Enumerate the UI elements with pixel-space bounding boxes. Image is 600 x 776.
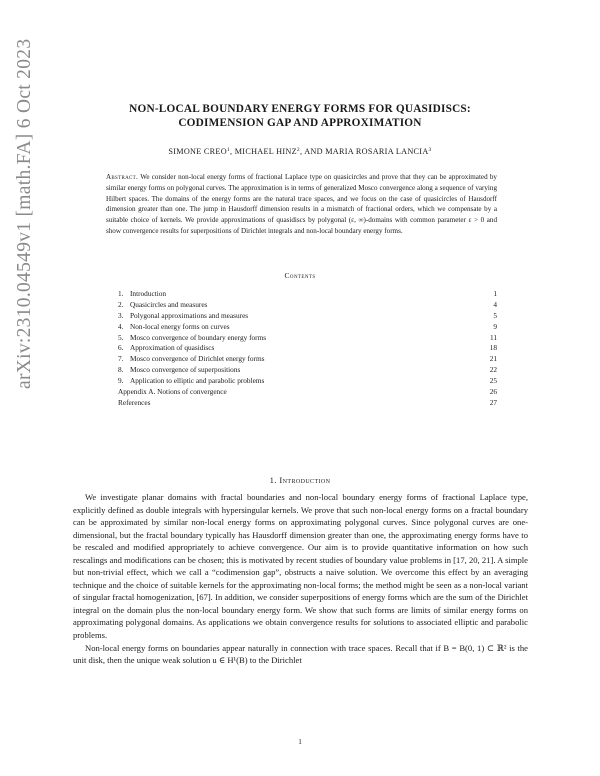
toc-entry[interactable] bbox=[118, 333, 497, 344]
affiliation-mark-2: 2 bbox=[296, 147, 300, 153]
toc-entry[interactable] bbox=[118, 365, 497, 376]
toc-entry-references[interactable] bbox=[118, 398, 497, 409]
toc-entry-appendix[interactable] bbox=[118, 387, 497, 398]
toc-entry-number: 2. bbox=[118, 299, 124, 309]
toc-entry-number: 1. bbox=[118, 289, 124, 298]
toc-entry-page: 5 bbox=[493, 310, 497, 320]
toc-entry-label: Quasicircles and measures bbox=[130, 299, 208, 309]
paper-title-line-1: NON-LOCAL BOUNDARY ENERGY FORMS FOR QUASIDISCS: bbox=[129, 103, 471, 115]
paper-title bbox=[80, 102, 520, 130]
toc-entry[interactable] bbox=[118, 289, 497, 300]
toc-entry-label: Mosco convergence of superpositions bbox=[130, 365, 241, 375]
toc-entry[interactable] bbox=[118, 300, 497, 311]
page-number: 1 bbox=[298, 738, 302, 746]
toc-entry-label: Application to elliptic and parabolic problems bbox=[130, 376, 265, 386]
table-of-contents bbox=[118, 289, 497, 409]
toc-entry-label: Non-local energy forms on curves bbox=[130, 321, 230, 331]
toc-entry-number: 4. bbox=[118, 321, 124, 331]
toc-entry[interactable] bbox=[118, 354, 497, 365]
abstract-text: We consider non-local energy forms of fractional Laplace type on quasicircles and prove that they can be approximated by similar energy forms on polygonal curves. The approximation is in terms of generalized Mosco convergence along a sequence of varying Hilbert spaces. The domains of the energy forms are the natural trace spaces, and we focus on the case of quasicircles of Hausdorff dimension greater than one. The jump in Hausdorff dimension results in a mismatch of fractional orders, which we compensate by a suitable choice of kernels. We provide approximations of quasidiscs by polygonal (ε, ∞)-domains with common parameter ε > 0 and show convergence results for superpositions of Dirichlet integrals and non-local boundary energy forms. bbox=[106, 173, 497, 235]
toc-entry-label: Introduction bbox=[130, 289, 167, 298]
body-paragraph: Non-local energy forms on boundaries appear naturally in connection with trace spaces. Recall that if B = B(0, 1) ⊂ ℝ² is the unit disk, then the unique weak solution u ∈ H¹(B) to the Dirichlet bbox=[73, 642, 528, 666]
toc-entry[interactable] bbox=[118, 343, 497, 354]
section-heading-introduction: 1. Introduction bbox=[269, 475, 331, 485]
author-creo: SIMONE CREO bbox=[168, 147, 227, 156]
toc-entry-number: 7. bbox=[118, 354, 124, 364]
affiliation-mark-1: 1 bbox=[226, 147, 231, 153]
abstract-label: Abstract. bbox=[106, 173, 139, 181]
body-paragraph: We investigate planar domains with fractal boundaries and non-local boundary energy forms of fractional Laplace type, explicitly defined as double integrals with hypersingular kernels. We prove that such non-local energy forms on a fractal boundary can be approximated by similar non-local energy forms on approximating polygonal curves. Since polygonal curves are one-dimensional, but the fractal boundary typically has Hausdorff dimension greater than one, the approximating energy forms have to be rescaled and modified appropriately to achieve convergence. Our aim is to provide quantitative information on how such rescalings and modifications can be chosen; this is motivated by recent studies of boundary value problems in [17, 20, 21]. A simple but non-trivial effect, which we call a “codimension gap”, obstructs a naive solution. We overcome this effect by an averaging technique and the choice of suitable kernels for the approximating non-local forms; the method might be seen as a non-local variant of singular fractal homogenization, [67]. In addition, we consider superpositions of energy forms which are the sum of the Dirichlet integral on the domain plus the non-local boundary energy form. We show that such forms are limits of similar energy forms on approximating polygonal domains. As applications we obtain convergence results for solutions to associated elliptic and parabolic problems. bbox=[73, 492, 528, 641]
toc-entry-label: Appendix A. Notions of convergence bbox=[118, 387, 227, 397]
toc-entry[interactable] bbox=[118, 322, 497, 333]
contents-heading: Contents bbox=[284, 271, 316, 280]
toc-entry-label: References bbox=[118, 397, 151, 407]
author-lancia: , AND MARIA ROSARIA LANCIA bbox=[299, 147, 429, 156]
toc-entry-page: 9 bbox=[493, 321, 497, 331]
toc-entry-page: 21 bbox=[489, 354, 497, 364]
toc-entry-page: 26 bbox=[489, 387, 497, 397]
introduction-body bbox=[73, 491, 528, 667]
paper-title-line-2: CODIMENSION GAP AND APPROXIMATION bbox=[178, 117, 422, 129]
toc-entry-label: Approximation of quasidiscs bbox=[130, 343, 215, 353]
toc-entry-page: 22 bbox=[489, 365, 497, 375]
toc-entry-page: 4 bbox=[493, 299, 497, 309]
toc-entry-page: 25 bbox=[489, 376, 497, 386]
toc-entry-page: 18 bbox=[489, 343, 497, 353]
toc-entry[interactable] bbox=[118, 376, 497, 387]
toc-entry-label: Mosco convergence of Dirichlet energy forms bbox=[130, 354, 265, 364]
toc-entry-number: 5. bbox=[118, 332, 124, 342]
author-hinz: , MICHAEL HINZ bbox=[230, 147, 297, 156]
toc-entry-page: 1 bbox=[493, 289, 497, 298]
author-list bbox=[80, 147, 520, 156]
toc-entry[interactable] bbox=[118, 311, 497, 322]
affiliation-mark-3: 3 bbox=[428, 147, 432, 153]
toc-entry-number: 6. bbox=[118, 343, 124, 353]
toc-entry-number: 8. bbox=[118, 365, 124, 375]
toc-entry-number: 9. bbox=[118, 376, 124, 386]
arxiv-identifier-stamp: arXiv:2310.04549v1 [math.FA] 6 Oct 2023 bbox=[14, 38, 35, 389]
toc-entry-label: Mosco convergence of boundary energy forms bbox=[130, 332, 267, 342]
toc-entry-page: 11 bbox=[489, 332, 497, 342]
toc-entry-number: 3. bbox=[118, 310, 124, 320]
toc-entry-page: 27 bbox=[489, 397, 497, 407]
abstract bbox=[106, 172, 497, 237]
toc-entry-label: Polygonal approximations and measures bbox=[130, 310, 249, 320]
